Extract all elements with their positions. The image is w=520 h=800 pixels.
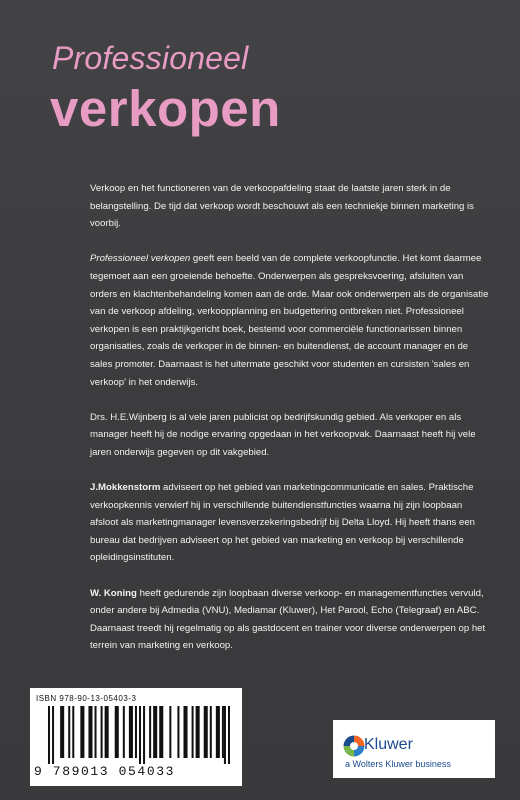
blurb-paragraph-description <box>90 250 490 391</box>
publisher-tagline: a Wolters Kluwer business <box>345 759 451 769</box>
blurb-paragraph-intro: Verkoop en het functioneren van de verkoopafdeling staat de laatste jaren sterk in de belangstelling. De tijd dat verkoop wordt beschouwt als een techniekje binnen marketing is voorbij. <box>90 183 474 230</box>
publisher-logo-box <box>333 720 495 778</box>
kluwer-globe-icon <box>343 735 365 757</box>
author-bio-mokkenstorm-text: adviseert op het gebied van marketingcommunicatie en sales. Praktische verkoopkennis verwierf hij in verschillende buitendienstfuncties waarna hij zijn loopbaan afsloot als marketingmanager levensverzekeringsbedrijf bij Delta Lloyd. Hij heeft thans een bureau dat bedrijven adviseert op het gebied van marketing en verkoop bij verschillende opleidingsinstituten. <box>90 482 476 564</box>
author-name-mokkenstorm: J.Mokkenstorm <box>90 482 161 494</box>
barcode-icon <box>48 706 230 764</box>
title-line-2: verkopen <box>50 80 281 137</box>
isbn-barcode-box <box>30 688 242 786</box>
title-line-1: Professioneel <box>52 40 249 76</box>
blurb <box>90 180 490 673</box>
isbn-label: ISBN 978-90-13-05403-3 <box>36 694 137 703</box>
author-name-koning: W. Koning <box>90 587 137 599</box>
author-bio-mokkenstorm <box>90 479 490 567</box>
author-bio-koning <box>90 585 490 655</box>
publisher-name: Kluwer <box>364 736 413 753</box>
book-title-inline: Professioneel verkopen <box>90 253 191 265</box>
description-text: geeft een beeld van de complete verkoopfunctie. Het komt daarmee tegemoet aan een groeiende behoefte. Onderwerpen als gespreksvoering, afsluiten van orders en klachtenbehandeling komen aan de orde. Maar ook onderwerpen als de organisatie van de verkoop afdeling, verkoopplanning en budgettering ontbreken niet. Professioneel verkopen is een praktijkgericht boek, bestemd voor commerciële functionarissen binnen organisaties, zoals de verkoper in de binnen- en buitendienst, de account manager en de sales promoter. Daarnaast is het uitermate geschikt voor studenten en cursisten 'sales en verkoop' in het onderwijs. <box>90 253 489 388</box>
author-bio-wijnberg: Drs. H.E.Wijnberg is al vele jaren publicist op bedrijfskundig gebied. Als verkoper en als manager heeft hij de nodige ervaring opgedaan in het verkoopvak. Daarnaast heeft hij vele jaren onderwijs gegeven op dit vakgebied. <box>90 411 476 458</box>
author-bio-koning-text: heeft gedurende zijn loopbaan diverse verkoop- en managementfuncties vervuld, onder andere bij Admedia (VNU), Mediamar (Kluwer), Het Parool, Echo (Telegraaf) en ABC. Daarnaast treedt hij regelmatig op als gastdocent en trainer voor diverse onderwerpen op het terrein van marketing en verkoop. <box>90 587 486 652</box>
barcode-digits: 9 789013 054033 <box>34 764 176 779</box>
